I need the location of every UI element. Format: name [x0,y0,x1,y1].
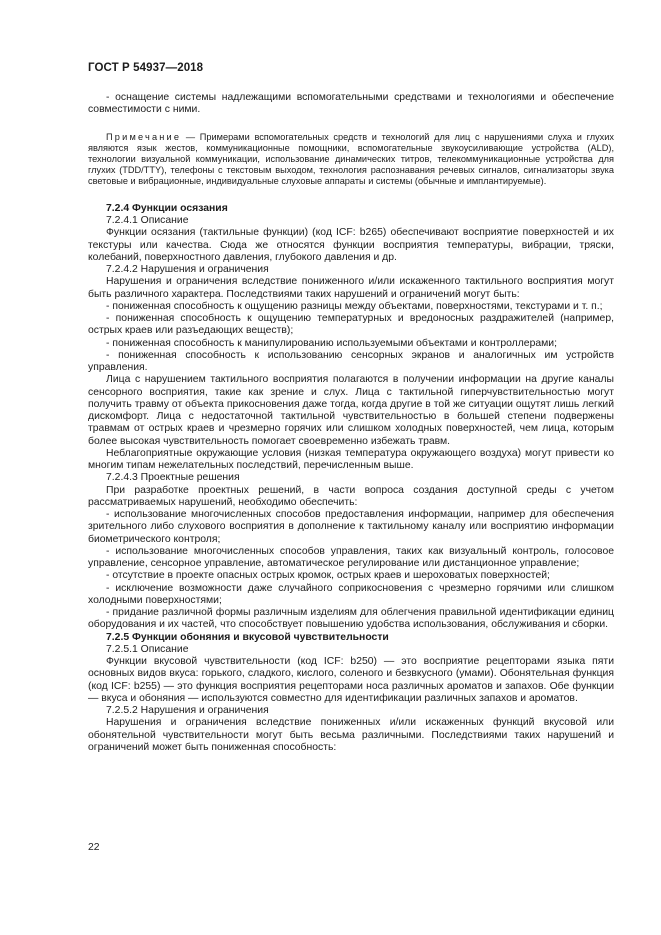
section-725-impairments-intro: Нарушения и ограничения вследствие пониженных и/или искаженных функций вкусовой или обонятельной чувствительности могут быть весьма различными. Последствиями таких нарушений и ограничений может быть пониженная способность: [88,717,614,753]
design-list-item: - использование многочисленных способов управления, таких как визуальный контроль, голосовое управление, сенсорное управление, автоматическое регулирование или дистанционное управление; [88,545,614,570]
section-725-heading: 7.2.5 Функции обоняния и вкусовой чувствительности [106,631,389,643]
section-724-description: Функции осязания (тактильные функции) (код ICF: b265) обеспечивают восприятие поверхностей и их текстуры или качества. Сюда же относятся функции восприятия температуры, вибрации, тряски, колебаний, поверхностного давления, глубокого давления и др. [88,227,614,263]
design-list-item: - исключение возможности даже случайного соприкосновения с чрезмерно горячими или слишком холодными поверхностями; [88,582,614,606]
section-725-description: Функции вкусовой чувствительности (код ICF: b250) — это восприятие рецепторами языка пяти основных видов вкуса: горького, сладкого, кислого, соленого и безвкусного (умами). Обонятельная функция (код ICF: b255) — это функция восприятия рецепторами носа различных ароматов и запахов. Обе функции — вкуса и обоняния — используются совместно для идентификации различных запахов и ароматов. [88,656,614,704]
subsection-7243-title: 7.2.4.3 Проектные решения [106,472,240,484]
subsection-7242-title: 7.2.4.2 Нарушения и ограничения [106,264,269,276]
impairment-list-item: - пониженная способность к ощущению разницы между объектами, поверхностями, текстурами и т. п.; [106,300,603,312]
note-label: Примечание [106,131,182,142]
design-list-item: - придание различной формы различным изделиям для облегчения правильной идентификации единиц оборудования и их частей, что способствует повышению удобства использования, обслуживания и сборки. [88,607,614,631]
section-724-people-paragraph: Лица с нарушением тактильного восприятия полагаются в получении информации на другие каналы сенсорного восприятия, такие как зрение и слух. Лица с тактильной гиперчувствительностью могут получить травму от объекта прикосновения даже тогда, когда другие в той же ситуации ощутят лишь легкий дискомфорт. Лица с недостаточной тактильной чувствительностью в большей степени подвержены травмам от острых краев и чрезмерно горячих или слишком холодных поверхностей, чем лица, которым более высокая чувствительность помогает своевременно избежать травм. [88,374,614,447]
impairment-list-item: - пониженная способность к манипулированию используемыми объектами и контроллерами; [106,337,557,349]
section-724-heading: 7.2.4 Функции осязания [106,202,228,214]
intro-list-item: - оснащение системы надлежащими вспомогательными средствами и технологиями и обеспечение совместимости с ними. [88,92,614,116]
design-list-item: - отсутствие в проекте опасных острых кромок, острых краев и шероховатых поверхностей; [106,570,550,582]
subsection-7251-title: 7.2.5.1 Описание [106,643,189,655]
page-number: 22 [88,842,100,853]
section-724-impairments-intro: Нарушения и ограничения вследствие пониженного и/или искаженного тактильного восприятия могут быть различного характера. Последствиями таких нарушений и ограничений могут быть: [88,276,614,300]
note-block [88,132,614,187]
impairment-list-item: - пониженная способность к использованию сенсорных экранов и аналогичных им устройств управления. [88,349,614,374]
impairment-list-item: - пониженная способность к ощущению температурных и вредоносных раздражителей (например, острых краев или разъедающих веществ); [88,313,614,337]
page-body [88,92,614,754]
design-list-item: - использование многочисленных способов предоставления информации, например для обеспечения зрительного либо слухового восприятия в дополнение к тактильному каналу или восприятию информации биометрического контроля; [88,509,614,545]
section-724-environment-paragraph: Неблагоприятные окружающие условия (низкая температура окружающего воздуха) могут привести ко многим типам нежелательных последствий, перечисленным выше. [88,447,614,472]
document-header: ГОСТ Р 54937—2018 [88,62,204,74]
subsection-7241-title: 7.2.4.1 Описание [106,215,189,227]
section-724-design-intro: При разработке проектных решений, в части вопроса создания доступной среды с учетом рассматриваемых нарушений, необходимо обеспечить: [88,484,614,508]
subsection-7252-title: 7.2.5.2 Нарушения и ограничения [106,705,269,717]
note-text: — Примерами вспомогательных средств и технологий для лиц с нарушениями слуха и глухих являются язык жестов, коммуникационные помощники, вспомогательные звукоусиливающие устройства (ALD), технологии визуальной коммуникации, использование динамических титров, телекоммуникационные устройства для глухих (TDD/TTY), телефоны с текстовым выходом, технология распознавания речевых сигналов, сигнализаторы звука световые и вибрационные, индивидуальные слуховые аппараты и системы (обычные и имплантируемые). [88,131,614,186]
